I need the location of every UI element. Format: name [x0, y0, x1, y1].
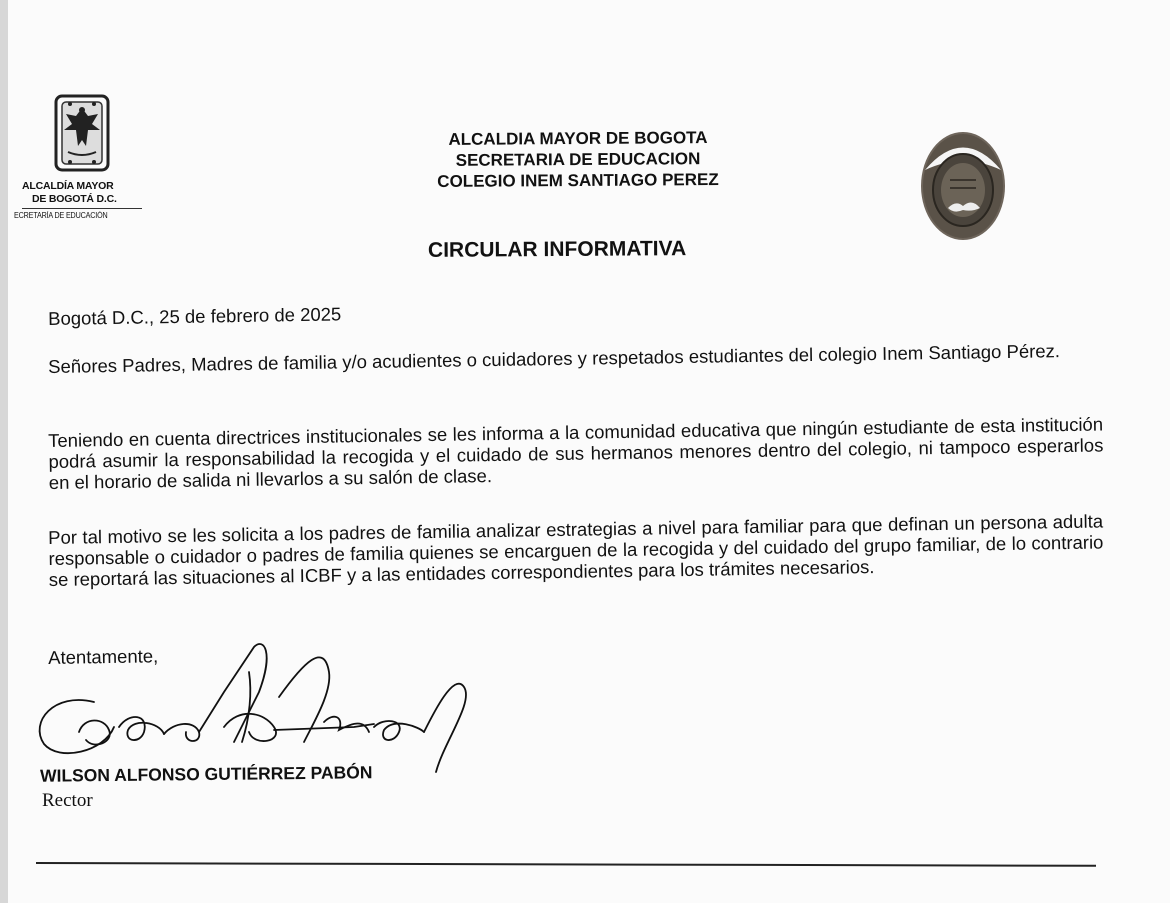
- signer-role: Rector: [42, 790, 93, 811]
- header-line2: SECRETARIA DE EDUCACION: [455, 149, 701, 170]
- institution-header: [348, 128, 808, 191]
- header-line3: COLEGIO INEM SANTIAGO PEREZ: [437, 170, 719, 191]
- page-edge-shadow: [0, 0, 8, 903]
- closing-salutation: Atentamente,: [48, 645, 159, 668]
- bogota-coat-of-arms-icon: [36, 94, 128, 172]
- footer-divider: [36, 862, 1096, 867]
- document-page: [8, 0, 1170, 903]
- document-title: CIRCULAR INFORMATIVA: [427, 237, 687, 262]
- paragraph-1: Teniendo en cuenta directrices institucionales se les informa a la comunidad educativa que ningún estudiante de esta institución podrá asumir la responsabilidad la recogida y el cuidado de sus hermanos menores dentro del colegio, ni tampoco esperarlos en el horario de salida ni llevarlos a su salón de clase.: [48, 413, 1104, 493]
- crest-label-line3: ECRETARÍA DE EDUCACIÓN: [14, 211, 108, 220]
- handwritten-signature: [24, 632, 494, 782]
- signer-name: WILSON ALFONSO GUTIÉRREZ PABÓN: [39, 762, 373, 786]
- greeting: Señores Padres, Madres de familia y/o acudientes o cuidadores y respetados estudiantes del colegio Inem Santiago Pérez.: [48, 340, 1061, 377]
- date-line: Bogotá D.C., 25 de febrero de 2025: [48, 303, 342, 329]
- crest-label-line2: DE BOGOTÁ D.C.: [32, 193, 117, 205]
- school-emblem-icon: [920, 130, 1006, 240]
- header-line1: ALCALDIA MAYOR DE BOGOTA: [448, 128, 708, 149]
- crest-label-line1: ALCALDÍA MAYOR: [22, 180, 114, 192]
- crest-divider: [22, 208, 142, 209]
- paragraph-2: Por tal motivo se les solicita a los padres de familia analizar estrategias a nivel para familiar para que definan un persona adulta responsable o cuidador o padres de familia quienes se encarguen de la recogida y del cuidado del grupo familiar, de lo contrario se reportará las situaciones al ICBF y a las entidades correspondientes para los trámites necesarios.: [48, 510, 1104, 590]
